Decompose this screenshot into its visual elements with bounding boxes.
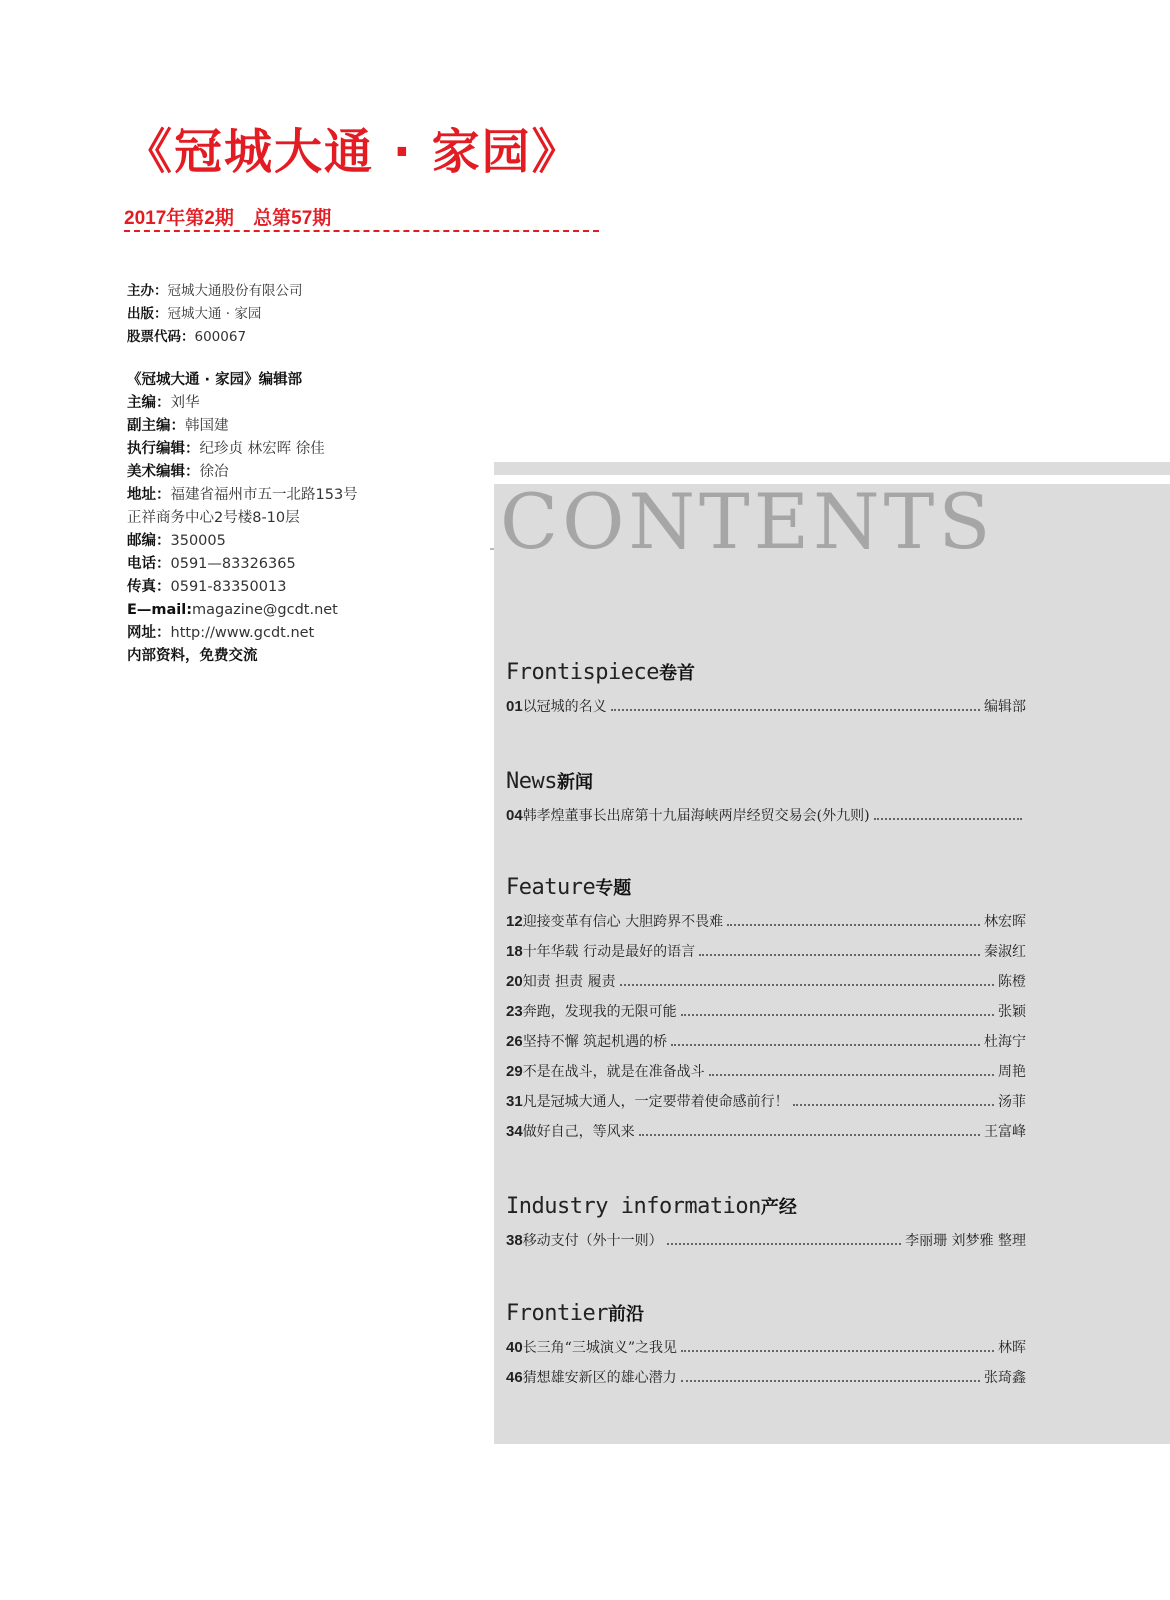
issue-line: [124, 203, 331, 230]
postcode: 邮编：350005: [127, 533, 226, 549]
total-issue-number: 总第57期: [253, 208, 332, 229]
executive-editors: 执行编辑：纪珍贞 林宏晖 徐佳: [127, 441, 325, 457]
section-frontier: [506, 1303, 1026, 1393]
issue-number: 2017年第2期: [124, 208, 234, 229]
publisher-info: [127, 280, 303, 349]
toc-item[interactable]: 04 韩孝煌董事长出席第十九届海峡两岸经贸交易会(外九则): [506, 801, 1026, 831]
section-title: Feature专题: [506, 875, 632, 900]
section-feature: [506, 877, 1026, 1147]
editorial-info: [127, 369, 358, 668]
toc-item[interactable]: 01 以冠城的名义 编辑部: [506, 698, 1026, 715]
toc-item[interactable]: 40 长三角“三城演义”之我见 林晖: [506, 1339, 1026, 1356]
editor-in-chief: 主编：刘华: [127, 395, 200, 411]
toc-item[interactable]: 31 凡是冠城大通人，一定要带着使命感前行！ 汤菲: [506, 1093, 1026, 1110]
section-frontispiece: [506, 662, 1026, 722]
magazine-title: 《冠城大通 · 家园》: [124, 124, 582, 180]
phone: 电话：0591—83326365: [127, 556, 296, 572]
contents-tick-mark: [490, 548, 494, 550]
section-industry: [506, 1196, 1026, 1256]
art-editor: 美术编辑：徐冶: [127, 464, 229, 480]
toc-item[interactable]: 29 不是在战斗，就是在准备战斗 周艳: [506, 1063, 1026, 1080]
toc-item[interactable]: 46 猜想雄安新区的雄心潜力 张琦鑫: [506, 1369, 1026, 1386]
fax: 传真：0591-83350013: [127, 579, 287, 595]
publisher-sponsor: 主办：冠城大通股份有限公司: [127, 283, 303, 299]
toc-item[interactable]: 26 坚持不懈 筑起机遇的桥 杜海宁: [506, 1033, 1026, 1050]
stock-code: 股票代码：600067: [127, 329, 247, 345]
internal-notice: 内部资料，免费交流: [127, 648, 258, 664]
section-title: Frontispiece卷首: [506, 660, 695, 685]
editorial-department: 《冠城大通 · 家园》编辑部: [127, 372, 303, 388]
publisher-issuer: 出版：冠城大通 · 家园: [127, 306, 262, 322]
deputy-editor: 副主编：韩国建: [127, 418, 229, 434]
website: 网址：http://www.gcdt.net: [127, 625, 315, 641]
dashed-divider: [124, 230, 599, 232]
section-title: Frontier前沿: [506, 1301, 644, 1326]
toc-item[interactable]: 20 知责 担责 履责 陈橙: [506, 973, 1026, 990]
toc-item[interactable]: 34 做好自己，等风来 王富峰: [506, 1123, 1026, 1140]
toc-item[interactable]: 18 十年华载 行动是最好的语言 秦淑红: [506, 943, 1026, 960]
address-line-2: 正祥商务中心2号楼8-10层: [127, 510, 300, 526]
section-title: News新闻: [506, 769, 593, 794]
contents-heading: CONTENTS: [500, 477, 995, 566]
toc-item[interactable]: 12 迎接变革有信心 大胆跨界不畏难 林宏晖: [506, 913, 1026, 930]
section-title: Industry information产经: [506, 1194, 797, 1219]
email: E—mail:magazine@gcdt.net: [127, 602, 338, 618]
contents-top-bar: [494, 462, 1170, 475]
toc-item[interactable]: 38 移动支付（外十一则） 李丽珊 刘梦雅 整理: [506, 1232, 1026, 1249]
toc-item[interactable]: 23 奔跑，发现我的无限可能 张颖: [506, 1003, 1026, 1020]
address-line-1: 地址：福建省福州市五一北路153号: [127, 487, 358, 503]
section-news: [506, 771, 1026, 831]
